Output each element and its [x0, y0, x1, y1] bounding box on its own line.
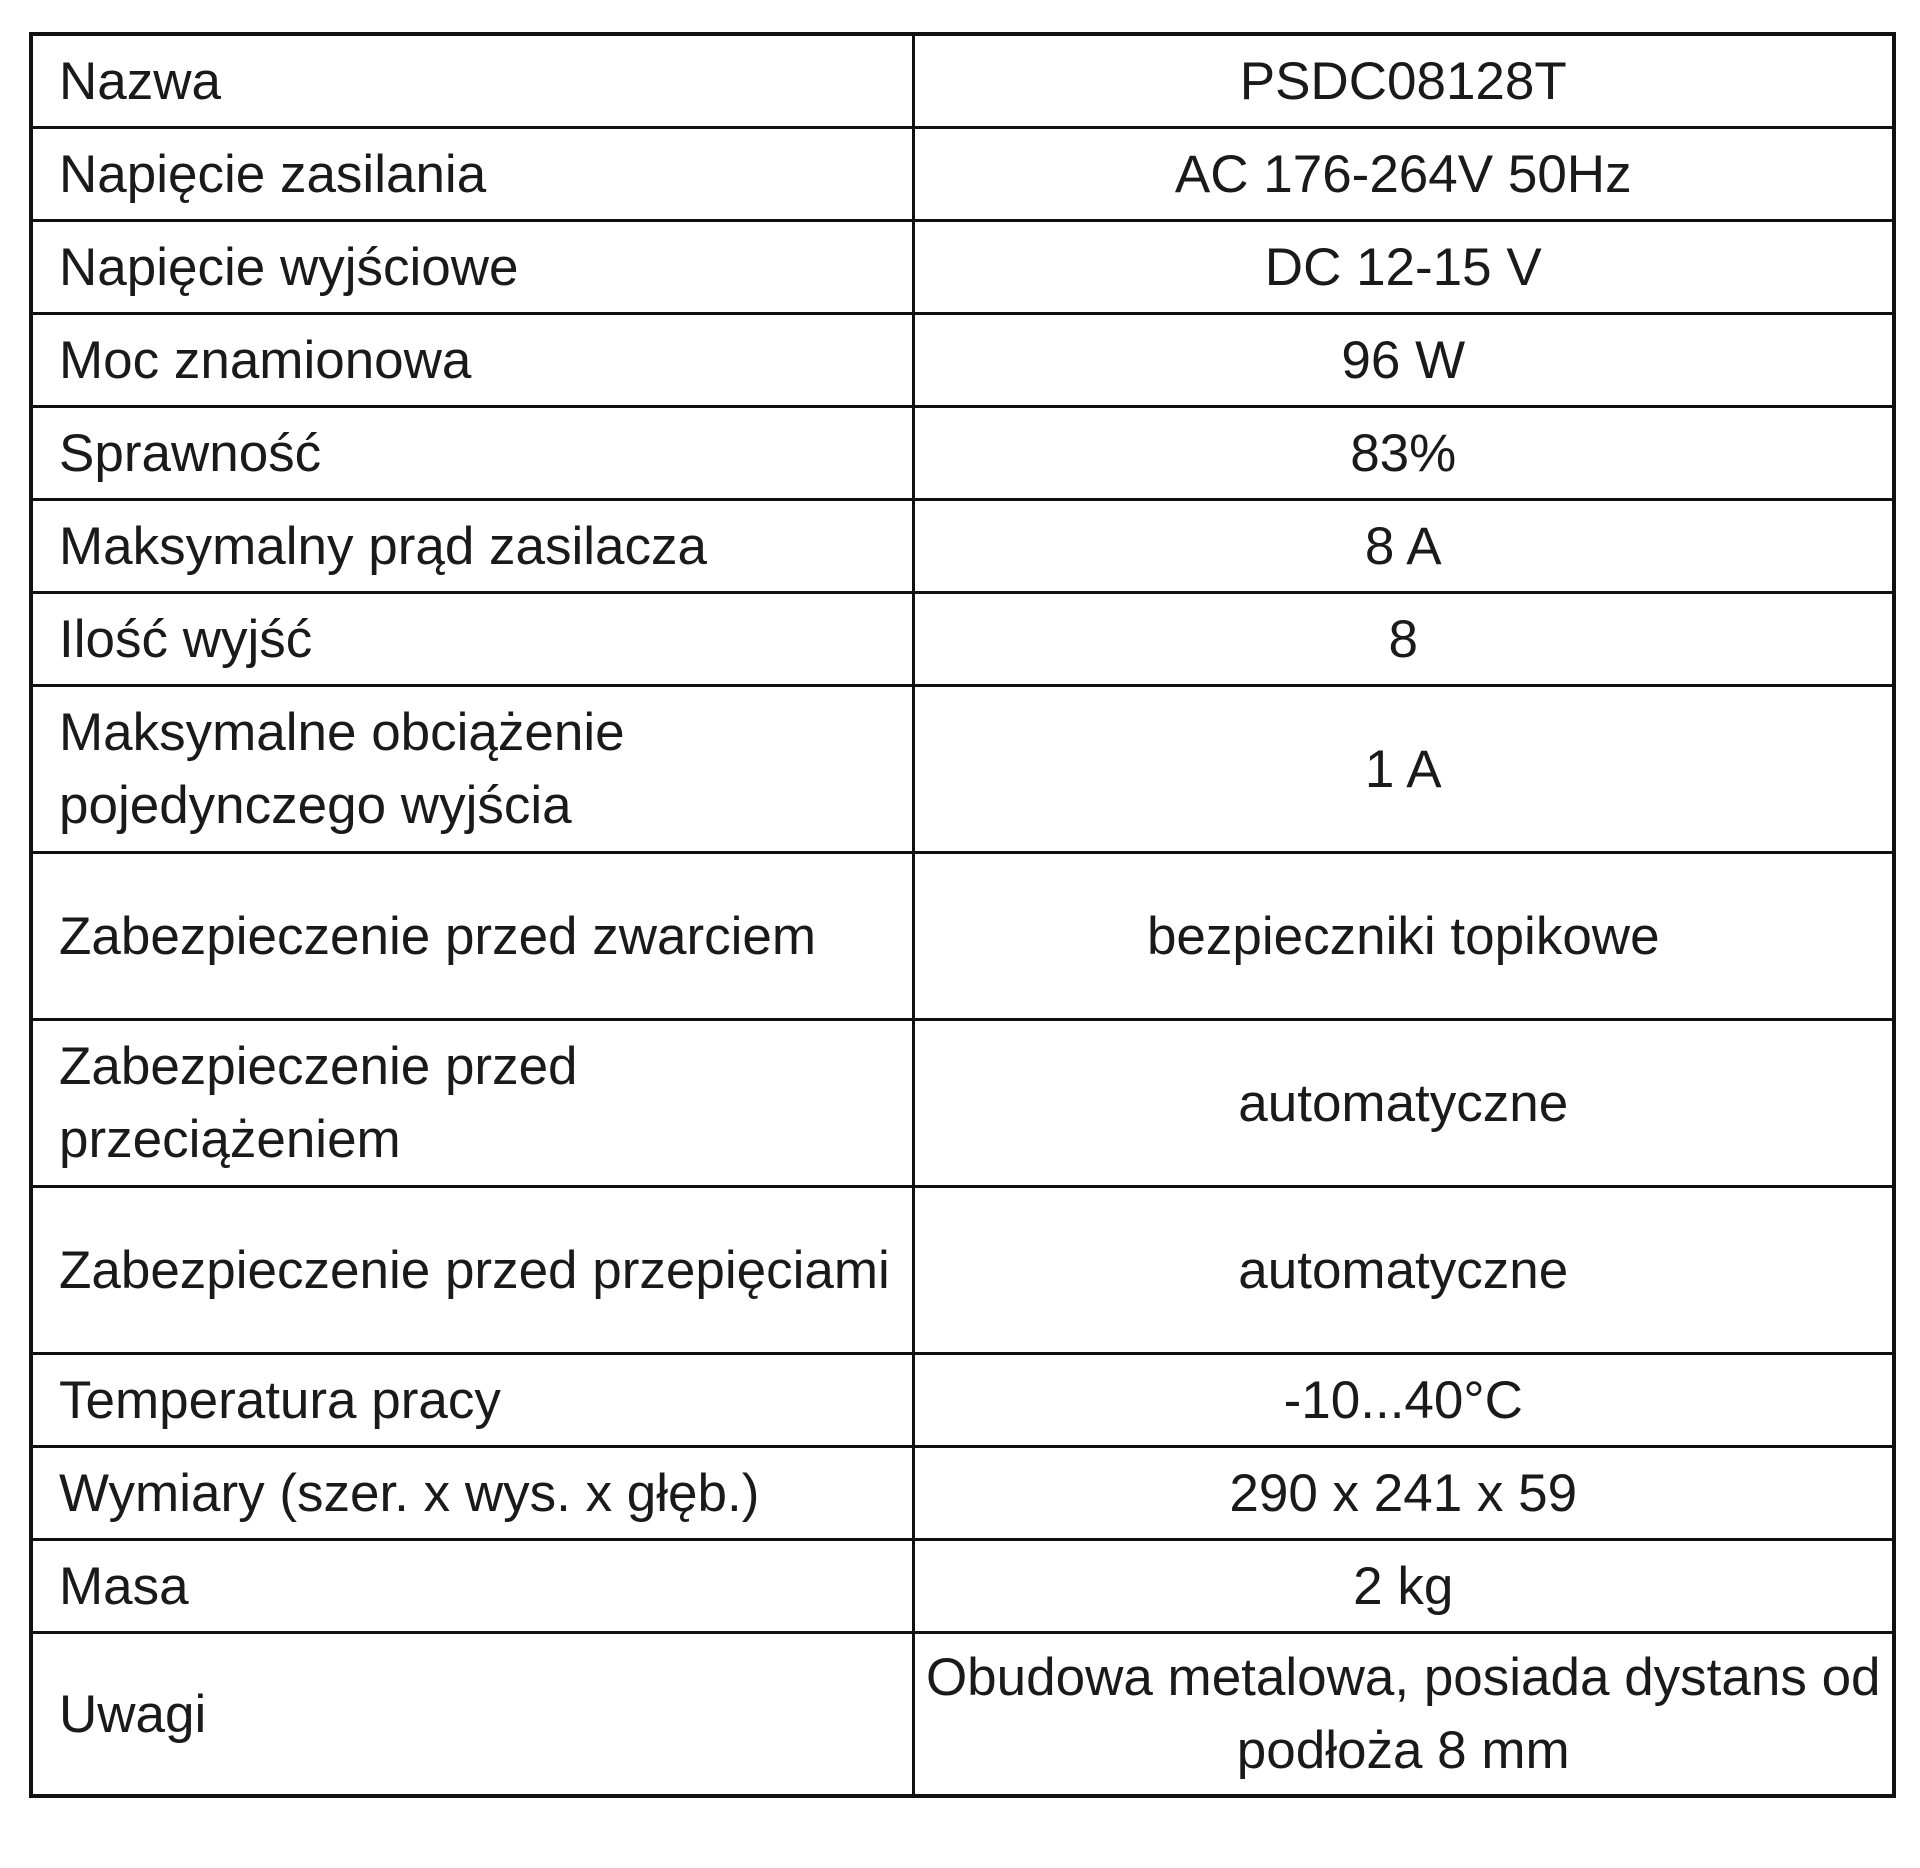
row-value: -10...40°C	[913, 1354, 1894, 1447]
table-row	[31, 500, 1894, 593]
table-row	[31, 128, 1894, 221]
row-label: Temperatura pracy	[31, 1354, 913, 1447]
row-value: 8 A	[913, 500, 1894, 593]
row-label: Zabezpieczenie przed przeciążeniem	[31, 1020, 913, 1187]
row-label: Wymiary (szer. x wys. x głęb.)	[31, 1447, 913, 1540]
row-value: 2 kg	[913, 1540, 1894, 1633]
spec-table	[29, 32, 1896, 1798]
table-row	[31, 1354, 1894, 1447]
table-row	[31, 314, 1894, 407]
table-row	[31, 221, 1894, 314]
row-label: Nazwa	[31, 34, 913, 128]
row-value: 83%	[913, 407, 1894, 500]
table-row	[31, 686, 1894, 853]
row-value: automatyczne	[913, 1187, 1894, 1354]
table-row	[31, 1447, 1894, 1540]
table-row	[31, 853, 1894, 1020]
row-value: 8	[913, 593, 1894, 686]
row-label: Ilość wyjść	[31, 593, 913, 686]
row-value: 290 x 241 x 59	[913, 1447, 1894, 1540]
row-value: AC 176-264V 50Hz	[913, 128, 1894, 221]
row-label: Masa	[31, 1540, 913, 1633]
row-label: Napięcie wyjściowe	[31, 221, 913, 314]
row-label: Zabezpieczenie przed przepięciami	[31, 1187, 913, 1354]
table-row	[31, 1187, 1894, 1354]
row-label: Uwagi	[31, 1633, 913, 1797]
row-value: Obudowa metalowa, posiada dystans od podłoża 8 mm	[913, 1633, 1894, 1797]
row-label: Maksymalne obciążenie pojedynczego wyjścia	[31, 686, 913, 853]
row-value: PSDC08128T	[913, 34, 1894, 128]
table-row	[31, 593, 1894, 686]
table-row	[31, 407, 1894, 500]
table-row	[31, 1540, 1894, 1633]
row-label: Maksymalny prąd zasilacza	[31, 500, 913, 593]
row-value: 1 A	[913, 686, 1894, 853]
row-label: Zabezpieczenie przed zwarciem	[31, 853, 913, 1020]
row-label: Napięcie zasilania	[31, 128, 913, 221]
table-row	[31, 1020, 1894, 1187]
row-value: automatyczne	[913, 1020, 1894, 1187]
row-value: DC 12-15 V	[913, 221, 1894, 314]
row-label: Moc znamionowa	[31, 314, 913, 407]
table-row	[31, 34, 1894, 128]
row-value: bezpieczniki topikowe	[913, 853, 1894, 1020]
row-label: Sprawność	[31, 407, 913, 500]
table-row	[31, 1633, 1894, 1797]
row-value: 96 W	[913, 314, 1894, 407]
